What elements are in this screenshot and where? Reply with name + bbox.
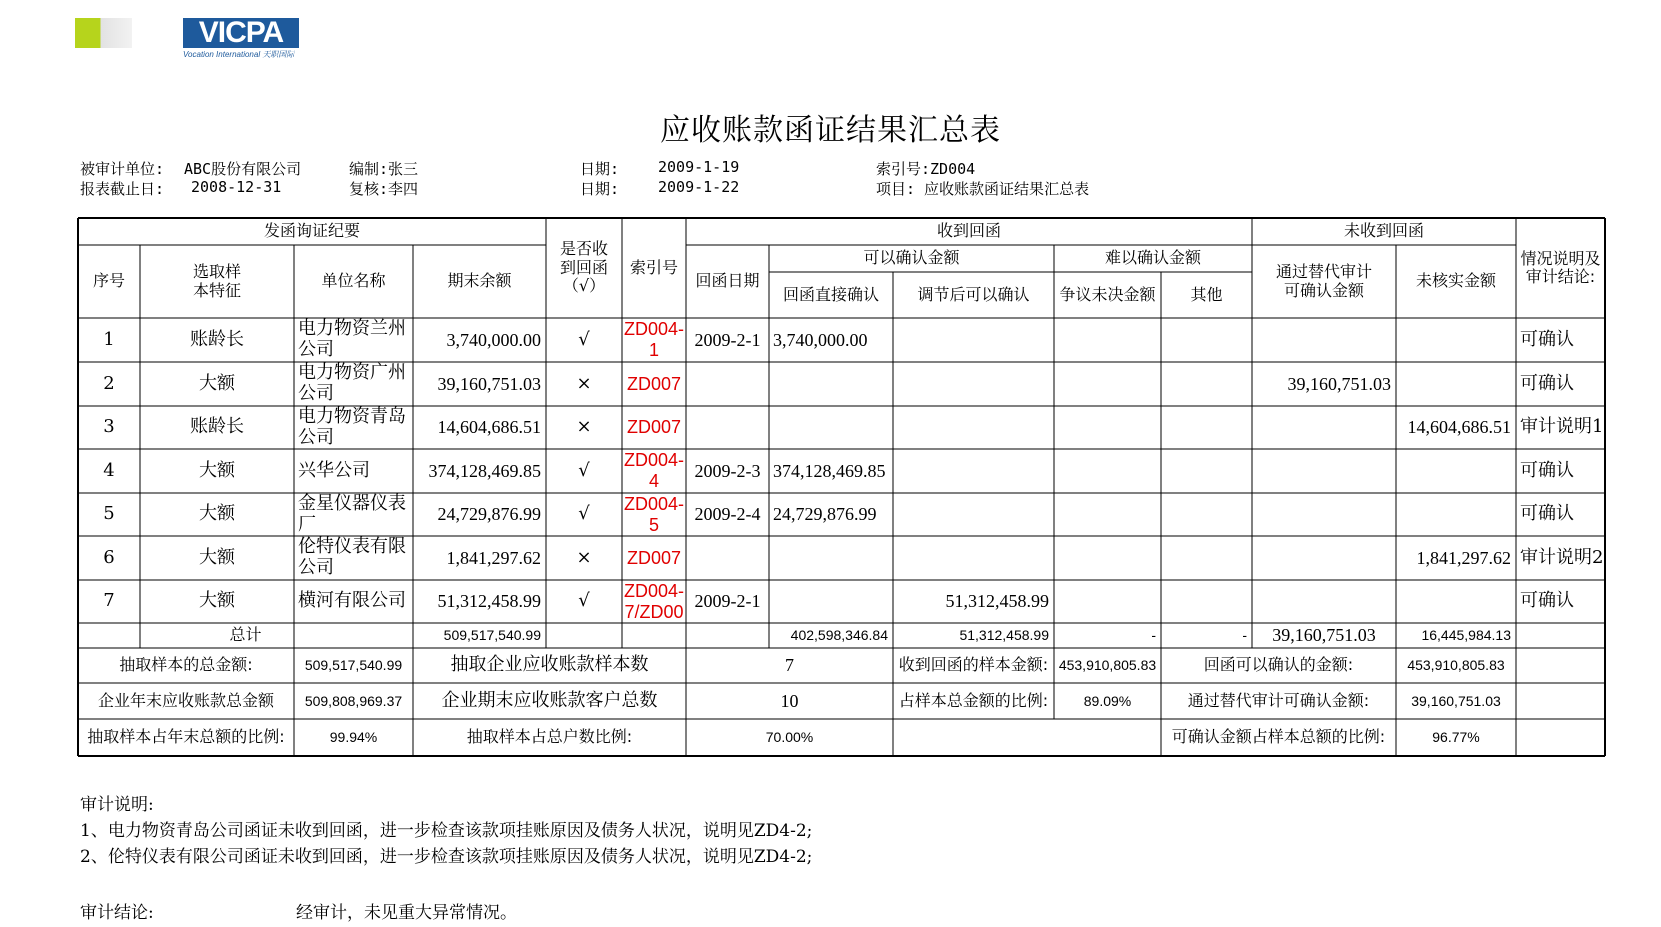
header-index: 索引号 (629, 257, 678, 277)
row-company: 金星仪器仪表 厂 (298, 492, 406, 535)
total-balance: 509,517,540.99 (443, 627, 541, 644)
row-direct-confirm (769, 536, 893, 580)
row-seq: 2 (103, 372, 115, 394)
row-disputed (1054, 362, 1161, 406)
reply-confirm-value: 453,910,805.83 (1407, 657, 1505, 674)
row-direct-confirm: 24,729,876.99 (773, 504, 877, 525)
row-disputed (1054, 406, 1161, 449)
row-disputed (1054, 449, 1161, 493)
header-unverified: 未核实金额 (1415, 271, 1496, 291)
row-reply-date: 2009-2-3 (694, 460, 761, 481)
audit-note-1: 1、电力物资青岛公司函证未收到回函，进一步检查该款项挂账原因及债务人状况，说明见ZD4-2; (80, 821, 813, 841)
unit-value: ABC股份有限公司 (184, 160, 302, 178)
conclusion-value: 经审计，未见重大异常情况。 (296, 903, 517, 923)
row-adjusted-confirm (893, 536, 1054, 580)
row-index: ZD004- 4 (623, 450, 685, 491)
row-direct-confirm: 3,740,000.00 (773, 329, 868, 350)
row-received-flag: √ (578, 503, 590, 525)
row-feature: 大额 (199, 459, 235, 481)
confirm-ratio-label: 可确认金额占样本总额的比例: (1171, 727, 1386, 747)
row-unverified: 1,841,297.62 (1416, 547, 1511, 568)
ratio-sample-label: 占样本总金额的比例: (898, 690, 1049, 710)
row-adjusted-confirm (893, 318, 1054, 362)
row-disputed (1054, 493, 1161, 536)
header-reply-date: 回函日期 (695, 271, 760, 291)
row-unverified (1396, 580, 1516, 623)
header-direct-confirm: 回函直接确认 (782, 284, 879, 304)
row-reply-date (686, 536, 769, 580)
row-balance: 3,740,000.00 (446, 329, 541, 350)
row-other (1161, 449, 1252, 493)
row-direct-confirm (769, 362, 893, 406)
row-other (1161, 493, 1252, 536)
row-balance: 51,312,458.99 (437, 591, 541, 612)
year-total-value: 509,808,969.37 (304, 692, 403, 709)
row-feature: 大额 (199, 503, 235, 525)
row-other (1161, 580, 1252, 623)
cutoff-value: 2008-12-31 (191, 178, 282, 196)
audit-note-2: 2、伦特仪表有限公司函证未收到回函，进一步检查该款项挂账原因及债务人状况，说明见ZD4-2; (80, 847, 813, 867)
reviewer: 复核:李四 (349, 180, 419, 198)
row-reply-date (686, 406, 769, 449)
conclusion-label: 审计结论: (80, 903, 154, 923)
total-adjusted: 51,312,458.99 (959, 627, 1049, 644)
index-number: 索引号:ZD004 (876, 160, 976, 178)
row-disputed (1054, 580, 1161, 623)
row-adjusted-confirm (893, 362, 1054, 406)
row-adjusted-confirm (893, 406, 1054, 449)
row-company: 兴华公司 (298, 459, 370, 481)
date2-label: 日期: (580, 180, 620, 198)
row-note: 可确认 (1520, 590, 1574, 612)
row-other (1161, 406, 1252, 449)
row-received-flag: √ (578, 328, 590, 350)
row-company: 伦特仪表有限 公司 (298, 536, 406, 578)
row-disputed (1054, 536, 1161, 580)
row-index: ZD004- 7/ZD00 (623, 580, 685, 622)
header-notes: 情况说明及 审计结论: (1520, 248, 1601, 286)
header-disputed: 争议未决金额 (1059, 284, 1156, 304)
row-note: 可确认 (1520, 372, 1574, 394)
row-seq: 7 (103, 590, 115, 612)
row-alt-audit (1252, 536, 1396, 580)
unit-label: 被审计单位: (80, 160, 165, 178)
row-unverified (1396, 362, 1516, 406)
date1-value: 2009-1-19 (658, 158, 740, 176)
alt-confirm-value: 39,160,751.03 (1411, 692, 1501, 709)
row-seq: 1 (103, 328, 115, 350)
row-feature: 大额 (199, 546, 235, 568)
row-note: 可确认 (1520, 459, 1574, 481)
row-direct-confirm (769, 406, 893, 449)
row-other (1161, 362, 1252, 406)
row-received-flag: √ (578, 459, 590, 481)
row-balance: 1,841,297.62 (446, 547, 541, 568)
sample-count-value: 7 (785, 655, 794, 676)
sample-total-label: 抽取样本的总金额: (119, 655, 253, 675)
header-company: 单位名称 (321, 271, 386, 291)
header-sample-feature: 选取样 本特征 (192, 262, 241, 300)
household-ratio-value: 70.00% (765, 729, 814, 746)
row-reply-date: 2009-2-1 (694, 591, 761, 612)
logo-brand: VICPA (183, 18, 299, 48)
total-unverified: 16,445,984.13 (1421, 627, 1511, 644)
row-balance: 374,128,469.85 (428, 460, 541, 481)
row-balance: 39,160,751.03 (437, 373, 541, 394)
row-company: 电力物资广州 公司 (298, 362, 406, 404)
row-company: 电力物资青岛 公司 (298, 405, 406, 448)
row-unverified (1396, 318, 1516, 362)
row-reply-date: 2009-2-1 (694, 329, 761, 350)
sample-ratio-label: 抽取样本占年末总额的比例: (87, 727, 285, 747)
row-seq: 6 (103, 546, 115, 568)
header-received-group: 收到回函 (936, 221, 1001, 241)
sample-count-label: 抽取企业应收账款样本数 (450, 654, 649, 676)
row-seq: 5 (103, 503, 115, 525)
total-other: - (1242, 627, 1247, 644)
row-alt-audit (1252, 318, 1396, 362)
row-index: ZD007 (626, 417, 682, 438)
header-hard-to-confirm: 难以确认金额 (1104, 248, 1201, 268)
row-adjusted-confirm (893, 493, 1054, 536)
ratio-sample-value: 89.09% (1083, 692, 1132, 709)
row-received-flag: × (576, 372, 592, 394)
header-seq: 序号 (92, 271, 125, 291)
row-index: ZD007 (626, 373, 682, 394)
year-total-label: 企业年末应收账款总金额 (97, 690, 274, 710)
row-direct-confirm: 374,128,469.85 (773, 460, 886, 481)
row-feature: 账龄长 (190, 328, 244, 350)
total-label: 总计 (229, 625, 262, 645)
row-adjusted-confirm (893, 449, 1054, 493)
row-unverified (1396, 493, 1516, 536)
logo-tagline: Vocation International 天职国际 (183, 50, 295, 59)
row-other (1161, 536, 1252, 580)
row-seq: 4 (103, 459, 115, 481)
date1-label: 日期: (580, 160, 620, 178)
row-index: ZD007 (626, 547, 682, 568)
customer-count-value: 10 (780, 690, 799, 711)
row-disputed (1054, 318, 1161, 362)
confirm-ratio-value: 96.77% (1432, 729, 1480, 746)
header-received-flag: 是否收 到回函 （√） (559, 239, 608, 296)
row-note: 审计说明2 (1520, 546, 1604, 568)
row-alt-audit (1252, 580, 1396, 623)
editor: 编制:张三 (349, 160, 419, 178)
row-received-flag: × (576, 416, 592, 438)
total-disputed: - (1151, 627, 1156, 644)
row-company: 横河有限公司 (298, 590, 406, 612)
row-note: 可确认 (1520, 503, 1574, 525)
header-adjusted-confirm: 调节后可以确认 (917, 284, 1030, 304)
row-feature: 大额 (199, 372, 235, 394)
row-alt-audit (1252, 406, 1396, 449)
household-ratio-label: 抽取样本占总户数比例: (466, 727, 633, 747)
row-reply-date (686, 362, 769, 406)
row-alt-audit (1252, 449, 1396, 493)
row-alt-audit (1252, 493, 1396, 536)
row-index: ZD004- 1 (623, 319, 685, 360)
header-not-received-group: 未收到回函 (1343, 221, 1424, 241)
received-amount-value: 453,910,805.83 (1058, 657, 1157, 674)
row-reply-date: 2009-2-4 (694, 504, 761, 525)
row-seq: 3 (103, 416, 115, 438)
row-other (1161, 318, 1252, 362)
row-balance: 24,729,876.99 (437, 504, 541, 525)
row-company: 电力物资兰州 公司 (298, 318, 406, 360)
row-alt-audit: 39,160,751.03 (1287, 373, 1391, 394)
header-send-group: 发函询证纪要 (263, 221, 360, 241)
row-balance: 14,604,686.51 (437, 417, 541, 438)
row-received-flag: √ (578, 590, 590, 612)
date2-value: 2009-1-22 (658, 178, 740, 196)
notes-title: 审计说明: (80, 795, 154, 815)
header-alt-audit: 通过替代审计 可确认金额 (1275, 262, 1372, 300)
header-balance: 期末余额 (447, 271, 512, 291)
total-direct: 402,598,346.84 (790, 627, 888, 644)
row-index: ZD004- 5 (623, 493, 685, 535)
row-note: 可确认 (1520, 328, 1574, 350)
header-confirmable: 可以确认金额 (863, 248, 960, 268)
sample-ratio-value: 99.94% (329, 729, 378, 746)
row-received-flag: × (576, 546, 592, 568)
row-feature: 大额 (199, 590, 235, 612)
header-other: 其他 (1190, 284, 1223, 304)
row-feature: 账龄长 (190, 416, 244, 438)
alt-confirm-label: 通过替代审计可确认金额: (1187, 690, 1370, 710)
row-note: 审计说明1 (1520, 416, 1604, 438)
row-direct-confirm (769, 580, 893, 623)
row-unverified (1396, 449, 1516, 493)
received-amount-label: 收到回函的样本金额: (898, 655, 1049, 675)
customer-count-label: 企业期末应收账款客户总数 (441, 689, 658, 711)
page-title: 应收账款函证结果汇总表 (660, 113, 1001, 148)
reply-confirm-label: 回函可以确认的金额: (1203, 655, 1354, 675)
cutoff-label: 报表截止日: (80, 180, 165, 198)
row-unverified: 14,604,686.51 (1407, 417, 1511, 438)
sample-total-value: 509,517,540.99 (304, 657, 403, 674)
project: 项目: 应收账款函证结果汇总表 (876, 180, 1090, 198)
total-alt: 39,160,751.03 (1272, 625, 1376, 646)
row-adjusted-confirm: 51,312,458.99 (945, 591, 1049, 612)
